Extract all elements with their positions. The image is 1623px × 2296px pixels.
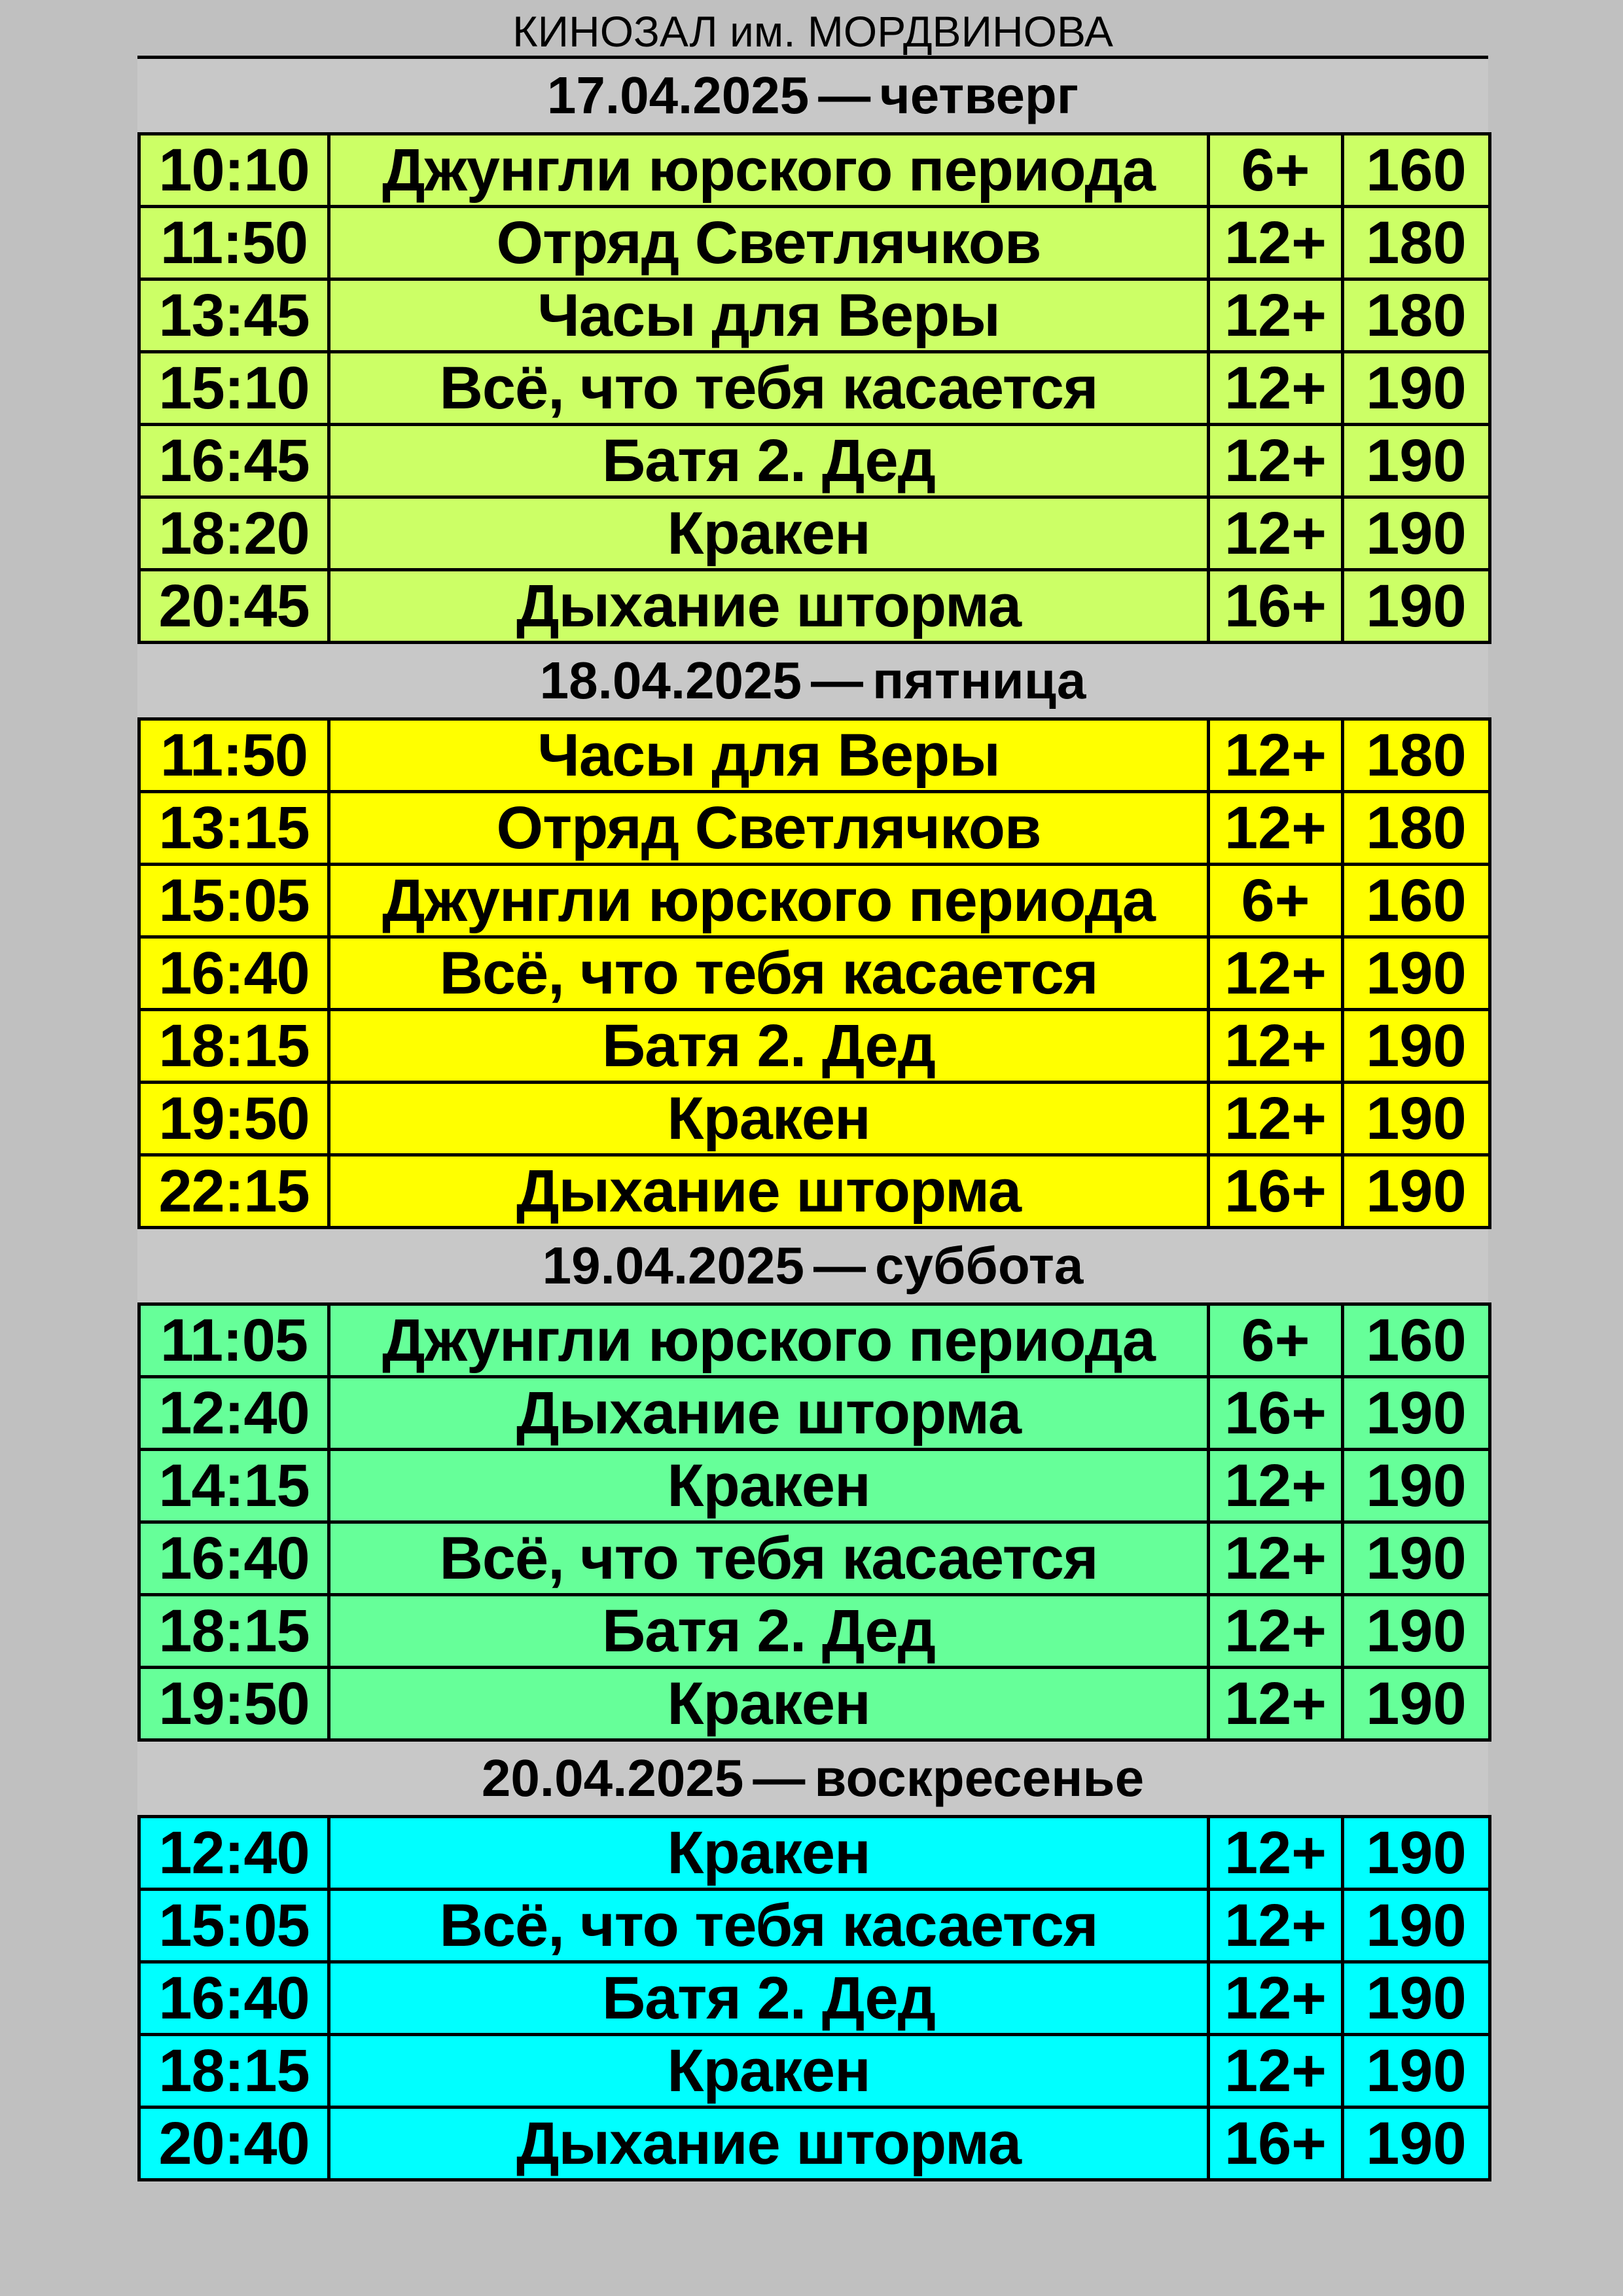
session-film: Джунгли юрского периода bbox=[329, 1304, 1209, 1377]
day-dash: — bbox=[813, 1236, 866, 1295]
session-row bbox=[139, 1962, 1490, 2035]
session-price: 190 bbox=[1343, 1668, 1490, 1740]
session-age-rating: 16+ bbox=[1209, 1155, 1343, 1228]
session-age-rating: 16+ bbox=[1209, 570, 1343, 643]
session-film: Дыхание шторма bbox=[329, 1155, 1209, 1228]
session-time: 16:40 bbox=[139, 937, 329, 1010]
session-age-rating: 12+ bbox=[1209, 425, 1343, 497]
session-row bbox=[139, 1155, 1490, 1228]
session-price: 180 bbox=[1343, 719, 1490, 792]
session-time: 12:40 bbox=[139, 1817, 329, 1890]
session-age-rating: 12+ bbox=[1209, 1962, 1343, 2035]
session-film: Всё, что тебя касается bbox=[329, 1890, 1209, 1962]
session-price: 190 bbox=[1343, 1522, 1490, 1595]
session-film: Часы для Веры bbox=[329, 719, 1209, 792]
session-age-rating: 12+ bbox=[1209, 352, 1343, 425]
session-row bbox=[139, 792, 1490, 865]
day-section bbox=[137, 644, 1488, 1229]
day-date: 18.04.2025 bbox=[539, 651, 802, 709]
cinema-title: КИНОЗАЛ им. МОРДВИНОВА bbox=[137, 0, 1488, 59]
day-section bbox=[137, 1229, 1488, 1742]
session-time: 16:40 bbox=[139, 1522, 329, 1595]
session-row bbox=[139, 865, 1490, 937]
session-film: Батя 2. Дед bbox=[329, 1962, 1209, 2035]
session-row bbox=[139, 1377, 1490, 1450]
session-row bbox=[139, 1010, 1490, 1083]
session-row bbox=[139, 425, 1490, 497]
session-time: 20:40 bbox=[139, 2108, 329, 2180]
session-film: Дыхание шторма bbox=[329, 1377, 1209, 1450]
session-time: 18:15 bbox=[139, 1010, 329, 1083]
session-film: Отряд Светлячков bbox=[329, 207, 1209, 279]
session-film: Дыхание шторма bbox=[329, 2108, 1209, 2180]
day-section bbox=[137, 1742, 1488, 2181]
session-time: 22:15 bbox=[139, 1155, 329, 1228]
session-age-rating: 12+ bbox=[1209, 279, 1343, 352]
session-price: 190 bbox=[1343, 570, 1490, 643]
day-header bbox=[137, 1229, 1488, 1302]
session-time: 18:15 bbox=[139, 2035, 329, 2108]
session-row bbox=[139, 279, 1490, 352]
session-row bbox=[139, 1522, 1490, 1595]
session-age-rating: 12+ bbox=[1209, 1010, 1343, 1083]
session-time: 15:10 bbox=[139, 352, 329, 425]
session-price: 190 bbox=[1343, 425, 1490, 497]
session-price: 160 bbox=[1343, 865, 1490, 937]
session-time: 20:45 bbox=[139, 570, 329, 643]
session-time: 11:50 bbox=[139, 719, 329, 792]
session-age-rating: 12+ bbox=[1209, 1890, 1343, 1962]
session-row bbox=[139, 719, 1490, 792]
session-age-rating: 12+ bbox=[1209, 497, 1343, 570]
session-price: 190 bbox=[1343, 1083, 1490, 1155]
day-dash: — bbox=[753, 1749, 806, 1807]
session-time: 15:05 bbox=[139, 865, 329, 937]
session-price: 180 bbox=[1343, 207, 1490, 279]
session-age-rating: 12+ bbox=[1209, 207, 1343, 279]
session-table bbox=[137, 1302, 1491, 1742]
session-film: Батя 2. Дед bbox=[329, 425, 1209, 497]
session-row bbox=[139, 1304, 1490, 1377]
session-film: Кракен bbox=[329, 1817, 1209, 1890]
session-price: 160 bbox=[1343, 1304, 1490, 1377]
session-price: 180 bbox=[1343, 279, 1490, 352]
session-film: Кракен bbox=[329, 2035, 1209, 2108]
session-age-rating: 12+ bbox=[1209, 1522, 1343, 1595]
session-film: Кракен bbox=[329, 1450, 1209, 1522]
session-film: Джунгли юрского периода bbox=[329, 134, 1209, 207]
session-price: 190 bbox=[1343, 1595, 1490, 1668]
day-weekday: воскресенье bbox=[814, 1749, 1145, 1807]
session-age-rating: 12+ bbox=[1209, 1083, 1343, 1155]
session-time: 10:10 bbox=[139, 134, 329, 207]
day-weekday: четверг bbox=[880, 66, 1079, 124]
session-film: Батя 2. Дед bbox=[329, 1010, 1209, 1083]
session-table bbox=[137, 1815, 1491, 2181]
session-table bbox=[137, 717, 1491, 1229]
session-time: 14:15 bbox=[139, 1450, 329, 1522]
session-film: Кракен bbox=[329, 1668, 1209, 1740]
session-age-rating: 6+ bbox=[1209, 134, 1343, 207]
session-price: 190 bbox=[1343, 2108, 1490, 2180]
session-table bbox=[137, 132, 1491, 644]
session-row bbox=[139, 2035, 1490, 2108]
session-price: 180 bbox=[1343, 792, 1490, 865]
session-film: Всё, что тебя касается bbox=[329, 352, 1209, 425]
session-age-rating: 16+ bbox=[1209, 2108, 1343, 2180]
session-row bbox=[139, 134, 1490, 207]
session-price: 190 bbox=[1343, 1962, 1490, 2035]
session-age-rating: 12+ bbox=[1209, 2035, 1343, 2108]
session-time: 19:50 bbox=[139, 1083, 329, 1155]
session-price: 190 bbox=[1343, 2035, 1490, 2108]
session-film: Часы для Веры bbox=[329, 279, 1209, 352]
session-row bbox=[139, 570, 1490, 643]
session-age-rating: 12+ bbox=[1209, 1817, 1343, 1890]
session-age-rating: 16+ bbox=[1209, 1377, 1343, 1450]
session-price: 190 bbox=[1343, 937, 1490, 1010]
session-row bbox=[139, 1668, 1490, 1740]
session-row bbox=[139, 1890, 1490, 1962]
day-date: 20.04.2025 bbox=[481, 1749, 744, 1807]
session-time: 19:50 bbox=[139, 1668, 329, 1740]
day-weekday: суббота bbox=[875, 1236, 1084, 1295]
session-row bbox=[139, 2108, 1490, 2180]
session-time: 16:45 bbox=[139, 425, 329, 497]
session-time: 12:40 bbox=[139, 1377, 329, 1450]
session-row bbox=[139, 497, 1490, 570]
session-price: 190 bbox=[1343, 1450, 1490, 1522]
session-row bbox=[139, 1595, 1490, 1668]
session-film: Дыхание шторма bbox=[329, 570, 1209, 643]
session-price: 160 bbox=[1343, 134, 1490, 207]
session-price: 190 bbox=[1343, 1155, 1490, 1228]
day-date: 17.04.2025 bbox=[546, 66, 810, 124]
session-row bbox=[139, 352, 1490, 425]
session-film: Отряд Светлячков bbox=[329, 792, 1209, 865]
session-price: 190 bbox=[1343, 1377, 1490, 1450]
session-film: Батя 2. Дед bbox=[329, 1595, 1209, 1668]
session-age-rating: 6+ bbox=[1209, 1304, 1343, 1377]
session-film: Джунгли юрского периода bbox=[329, 865, 1209, 937]
session-price: 190 bbox=[1343, 1817, 1490, 1890]
session-film: Всё, что тебя касается bbox=[329, 1522, 1209, 1595]
session-row bbox=[139, 937, 1490, 1010]
session-price: 190 bbox=[1343, 1890, 1490, 1962]
day-header bbox=[137, 59, 1488, 132]
session-film: Всё, что тебя касается bbox=[329, 937, 1209, 1010]
session-time: 16:40 bbox=[139, 1962, 329, 2035]
session-age-rating: 12+ bbox=[1209, 792, 1343, 865]
session-age-rating: 12+ bbox=[1209, 1450, 1343, 1522]
session-film: Кракен bbox=[329, 497, 1209, 570]
day-date: 19.04.2025 bbox=[542, 1236, 805, 1295]
days-container bbox=[137, 59, 1488, 2181]
session-time: 11:05 bbox=[139, 1304, 329, 1377]
day-dash: — bbox=[818, 66, 871, 124]
day-header bbox=[137, 1742, 1488, 1815]
session-film: Кракен bbox=[329, 1083, 1209, 1155]
session-row bbox=[139, 207, 1490, 279]
session-time: 15:05 bbox=[139, 1890, 329, 1962]
schedule-sheet bbox=[137, 0, 1488, 2181]
session-age-rating: 12+ bbox=[1209, 937, 1343, 1010]
session-time: 18:20 bbox=[139, 497, 329, 570]
session-age-rating: 12+ bbox=[1209, 1668, 1343, 1740]
session-price: 190 bbox=[1343, 352, 1490, 425]
session-time: 18:15 bbox=[139, 1595, 329, 1668]
session-row bbox=[139, 1083, 1490, 1155]
session-price: 190 bbox=[1343, 497, 1490, 570]
session-time: 13:45 bbox=[139, 279, 329, 352]
day-section bbox=[137, 59, 1488, 644]
day-weekday: пятница bbox=[872, 651, 1086, 709]
session-time: 11:50 bbox=[139, 207, 329, 279]
session-time: 13:15 bbox=[139, 792, 329, 865]
session-age-rating: 12+ bbox=[1209, 719, 1343, 792]
session-row bbox=[139, 1450, 1490, 1522]
session-age-rating: 12+ bbox=[1209, 1595, 1343, 1668]
day-header bbox=[137, 644, 1488, 717]
session-price: 190 bbox=[1343, 1010, 1490, 1083]
session-age-rating: 6+ bbox=[1209, 865, 1343, 937]
day-dash: — bbox=[811, 651, 864, 709]
session-row bbox=[139, 1817, 1490, 1890]
